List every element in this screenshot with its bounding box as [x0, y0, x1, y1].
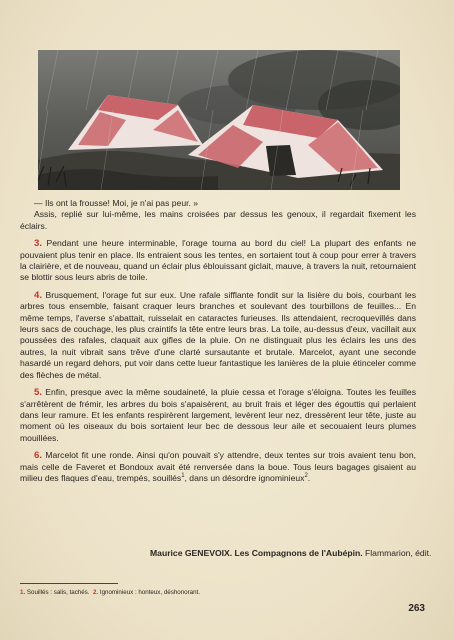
paragraph-5: [20, 387, 416, 444]
footnote-text: Ignominieux : honteux, déshonorant.: [99, 589, 200, 596]
paragraph-3: [20, 238, 416, 284]
source-attribution: [150, 548, 430, 558]
footnote-number: 2.: [92, 589, 99, 596]
paragraph-text: Marcelot fit une ronde. Ainsi qu'on pouvait s'y attendre, deux tentes sur trois avaient tenu bon, mais celle de Faveret et Bondoux avait été renversée dans la boue. Tous leurs bagages gisaient au milieu des flaques d'eau, trempés, souillés: [20, 450, 416, 483]
paragraph-intro: [20, 209, 416, 232]
paragraph-number: 6.: [34, 450, 43, 462]
story-text: [20, 198, 416, 490]
paragraph-text: , dans un désordre ignominieux: [184, 472, 305, 483]
footnotes: [20, 589, 400, 596]
paragraph-text: Enfin, presque avec la même soudaineté, la pluie cessa et l'orage s'éloigna. Toutes les feuilles s'arrêtèrent de frémir, les arbres du bois s'apaisèrent, au bruit frais et léger des égouttis qui perlaient dans leur ramure. Et les enfants respirèrent largement, levèrent leur nez, dressèrent leur tête, juste au moment où les oiseaux du bois sortaient leur bec de dessous leur aile et secouaient leurs plumes mouillées.: [20, 387, 417, 443]
paragraph-number: 5.: [34, 387, 43, 399]
paragraph-text: .: [307, 472, 311, 483]
footnote-ref-2: 2: [304, 473, 308, 480]
footnote-ref-1: 1: [181, 473, 185, 480]
footnote-text: Souillés : salis, tachés.: [26, 589, 90, 596]
footnote-number: 1.: [20, 589, 26, 596]
paragraph-text: Pendant une heure interminable, l'orage tourna au bord du ciel! La plupart des enfants ne pouvaient plus tenir en place. Ils entraient sous les tentes, en sortaient tout à coup pour errer à travers la clairière, et de nouveau, quand un éclair plus éblouissant giclait, mauve, à travers la nuit, retournaient se blottir sous leurs abris de toile.: [20, 238, 417, 283]
paragraph-4: [20, 290, 416, 381]
footnote-divider: [20, 583, 118, 584]
paragraph-text: Assis, replié sur lui-même, les mains croisées par dessus les genoux, il regardait fixement les éclairs.: [20, 209, 416, 231]
paragraph-number: 4.: [34, 289, 43, 301]
paragraph-number: 3.: [34, 238, 43, 250]
dialogue-text: — Ils ont la frousse! Moi, je n'ai pas peur. »: [34, 198, 199, 208]
tents-drawing: [38, 50, 400, 190]
paragraph-text: Brusquement, l'orage fut sur eux. Une rafale sifflante fondit sur la lisière du bois, courbant les arbres tous ensemble, faisant craquer leurs branches et soulevant des tourbillons de feuilles... En même temps, l'averse s'abattait, ruisselait en cataractes furieuses. Ils attendaient, recroquevillés dans leurs sacs de couchage, les plus craintifs la tête entre leurs bras. La toile, au-dessus d'eux, vacillait aux poussées des rafales, claquait aux gifles de la pluie. On ne distinguait plus les éclairs les uns des autres, la nuit vibrait sans trêve d'une clarté sursautante et brutale. Marcelot, ayant une seconde hasardé un regard dehors, put voir dans cette lueur fantastique les lanières de la pluie étinceler comme des flèches de métal.: [20, 289, 416, 380]
dialogue-line: [20, 198, 416, 209]
author-title: Maurice GENEVOIX. Les Compagnons de l'Aubépin.: [150, 548, 363, 558]
paragraph-6: [20, 450, 416, 484]
publisher: Flammarion, édit.: [365, 548, 432, 558]
page-number: 263: [408, 603, 425, 614]
storm-tents-illustration: [38, 50, 400, 190]
